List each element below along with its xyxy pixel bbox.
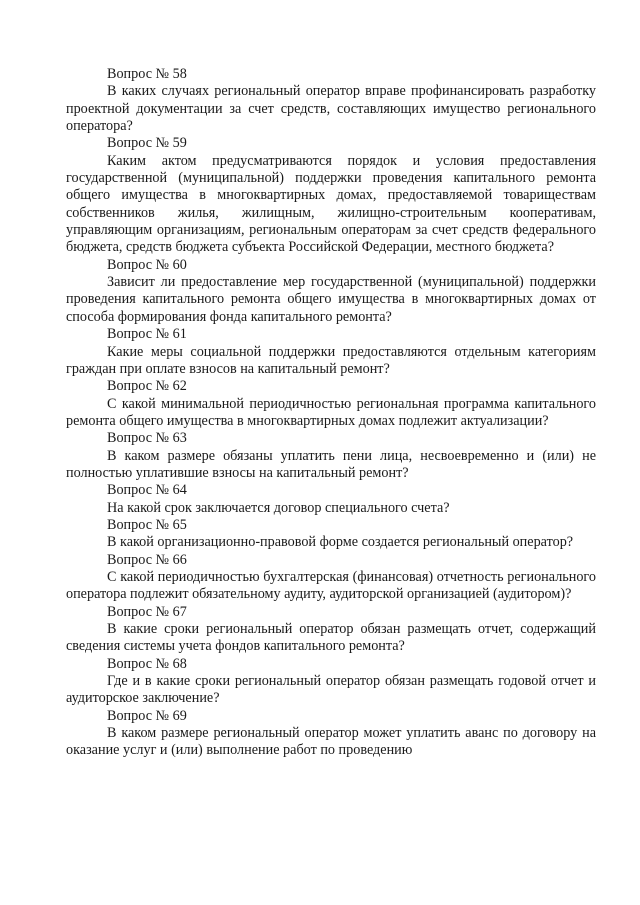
document-page — [66, 66, 596, 760]
question-block — [66, 604, 596, 656]
question-title: Вопрос № 65 — [107, 516, 187, 533]
question-text: Зависит ли предоставление мер государственной (муниципальной) поддержки проведения капитального ремонта общего имущества в многоквартирных домах от способа формирования фонда капитального ремонта? — [66, 274, 596, 325]
question-text: В каком размере обязаны уплатить пени лица, несвоевременно и (или) не полностью уплатившие взносы на капитальный ремонт? — [66, 447, 596, 481]
question-text: В каком размере региональный оператор может уплатить аванс по договору на оказание услуг и (или) выполнение работ по проведению — [66, 725, 596, 759]
question-text: На какой срок заключается договор специального счета? — [107, 499, 450, 516]
question-title: Вопрос № 62 — [107, 378, 187, 395]
question-text: С какой периодичностью бухгалтерская (финансовая) отчетность регионального оператора подлежит обязательному аудиту, аудиторской организацией (аудитором)? — [66, 568, 596, 603]
question-text: С какой минимальной периодичностью региональная программа капитального ремонта общего имущества в многоквартирных домах подлежит актуализации? — [66, 395, 596, 429]
question-block — [66, 257, 596, 326]
question-block — [66, 135, 596, 256]
question-text: В какие сроки региональный оператор обязан размещать отчет, содержащий сведения системы учета фондов капитального ремонта? — [66, 621, 596, 655]
question-title: Вопрос № 64 — [107, 482, 187, 499]
question-title: Вопрос № 59 — [107, 135, 187, 152]
question-title: Вопрос № 67 — [107, 603, 187, 620]
question-title: Вопрос № 58 — [107, 66, 187, 82]
question-block — [66, 708, 596, 760]
question-block — [66, 552, 596, 604]
question-title: Вопрос № 63 — [107, 430, 187, 447]
question-block — [66, 517, 596, 552]
question-block — [66, 66, 596, 135]
question-text: Каким актом предусматриваются порядок и условия предоставления государственной (муниципальной) поддержки проведения капитального ремонта общего имущества в многоквартирных домах, предоставляемой товариществам собственников жилья, жилищным, жилищно-строительным кооперативам, управляющим организациям, региональным операторам за счет средств федерального бюджета, средств бюджета субъекта Российской Федерации, местного бюджета? — [66, 152, 596, 256]
question-block — [66, 378, 596, 430]
question-title: Вопрос № 68 — [107, 655, 187, 672]
question-text: В какой организационно-правовой форме создается региональный оператор? — [107, 534, 574, 551]
question-title: Вопрос № 60 — [107, 256, 187, 273]
question-title: Вопрос № 61 — [107, 326, 187, 343]
question-block — [66, 430, 596, 482]
question-title: Вопрос № 66 — [107, 551, 187, 568]
question-title: Вопрос № 69 — [107, 707, 187, 724]
question-block — [66, 656, 596, 708]
question-text: В каких случаях региональный оператор вправе профинансировать разработку проектной документации за счет средств, составляющих имущество регионального оператора? — [66, 83, 596, 135]
question-block — [66, 482, 596, 517]
question-text: Какие меры социальной поддержки предоставляются отдельным категориям граждан при оплате взносов на капитальный ремонт? — [66, 343, 596, 377]
question-block — [66, 326, 596, 378]
question-text: Где и в какие сроки региональный оператор обязан размещать годовой отчет и аудиторское заключение? — [66, 673, 596, 707]
